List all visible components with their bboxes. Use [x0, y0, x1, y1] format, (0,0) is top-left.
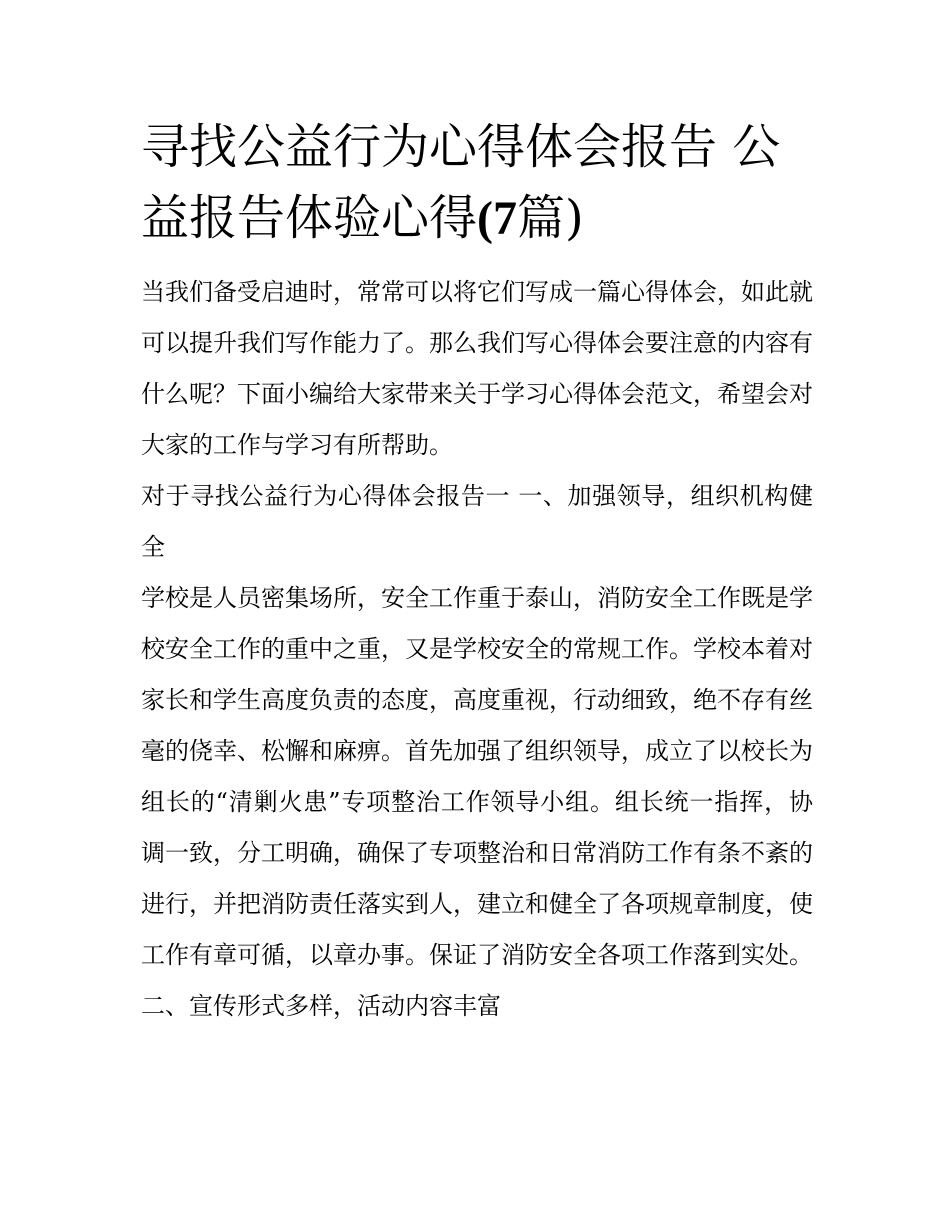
title-spacer [141, 254, 813, 267]
section-heading-2: 二、宣传形式多样，活动内容丰富 [141, 992, 501, 1020]
body-paragraph: 学校是人员密集场所，安全工作重于泰山，消防安全工作既是学校安全工作的重中之重，又是学校安全的常规工作。学校本着对家长和学生高度负责的态度，高度重视，行动细致，绝不存有丝毫的侥幸、松懈和麻痹。首先加强了组织领导，成立了以校长为组长的“清剿火患”专项整治工作领导小组。组长统一指挥，协调一致，分工明确，确保了专项整治和日常消防工作有条不紊的进行，并把消防责任落实到人，建立和健全了各项规章制度，使工作有章可循，以章办事。保证了消防安全各项工作落到实处。 [141, 584, 813, 969]
section-heading-1: 对于寻找公益行为心得体会报告一 一、加强领导，组织机构健全 [141, 482, 813, 561]
document-body [141, 112, 813, 1032]
title-suffix: 篇) [517, 190, 584, 246]
intro-paragraph: 当我们备受启迪时，常常可以将它们写成一篇心得体会，如此就可以提升我们写作能力了。那么我们写心得体会要注意的内容有什么呢？下面小编给大家带来关于学习心得体会范文，希望会对大家的工作与学习有所帮助。 [141, 278, 813, 459]
title-text: 寻找公益行为心得体会报告 公益报告体验心得 [141, 119, 781, 246]
title-count: (7 [477, 192, 517, 245]
document-title [141, 112, 813, 254]
